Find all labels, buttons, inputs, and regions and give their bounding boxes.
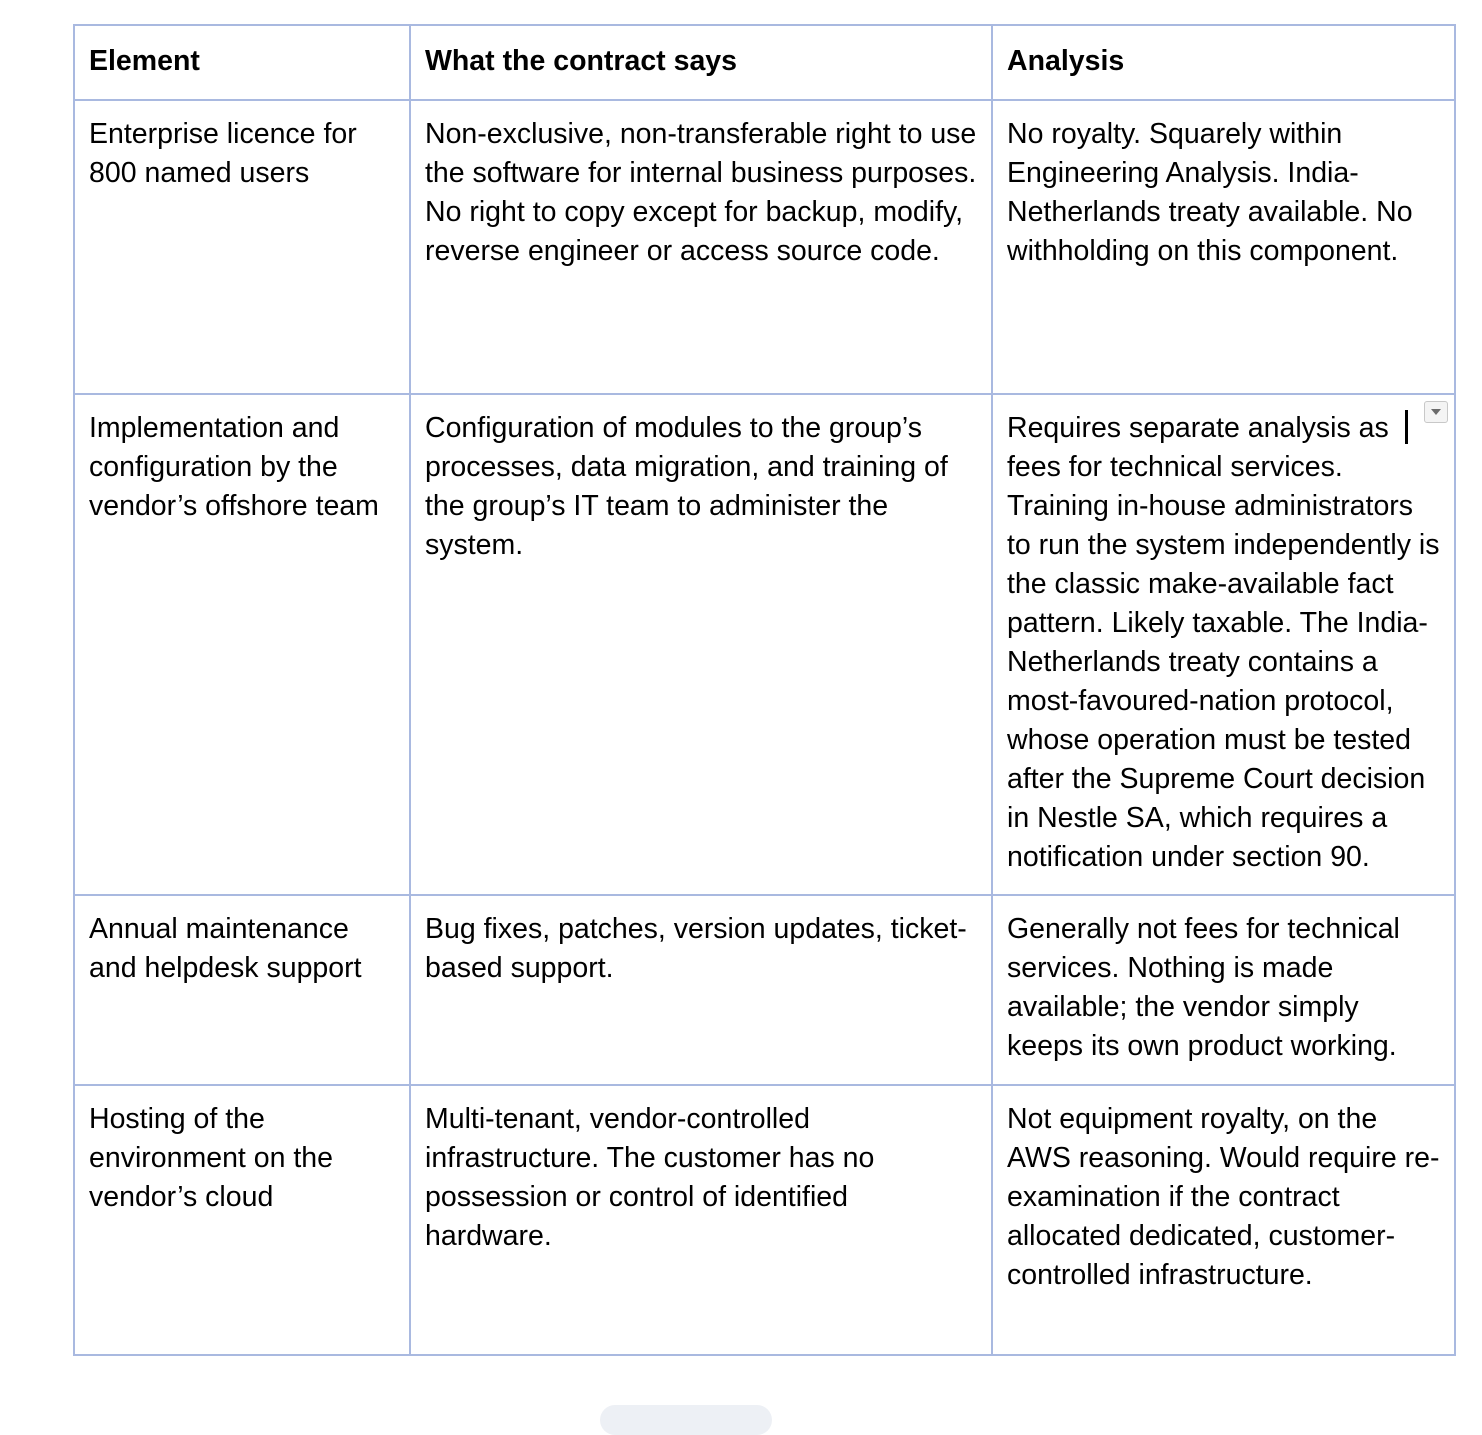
cell-element[interactable]: Hosting of the environment on the vendor’s cloud <box>74 1085 410 1355</box>
contract-analysis-table <box>73 24 1456 1356</box>
cell-element[interactable]: Annual maintenance and helpdesk support <box>74 895 410 1085</box>
table-row <box>74 1085 1455 1355</box>
cell-analysis[interactable]: Generally not fees for technical services. Nothing is made available; the vendor simply keeps its own product working. <box>992 895 1455 1085</box>
table-row <box>74 394 1455 895</box>
text-cursor <box>1405 410 1408 444</box>
cell-analysis-text: Requires separate analysis as fees for technical services. Training in-house administrators to run the system independently is the classic make-available fact pattern. Likely taxable. The India-Netherlands treaty contains a most-favoured-nation protocol, whose operation must be tested after the Supreme Court decision in Nestle SA, which requires a notification under section 90. <box>1007 412 1440 873</box>
chevron-down-icon[interactable] <box>1424 401 1448 423</box>
table-row <box>74 100 1455 394</box>
active-cell-content <box>1007 409 1440 877</box>
header-analysis[interactable]: Analysis <box>992 25 1455 100</box>
cell-analysis[interactable]: No royalty. Squarely within Engineering Analysis. India-Netherlands treaty available. No withholding on this component. <box>992 100 1455 394</box>
bottom-toolbar-pill[interactable] <box>600 1405 772 1435</box>
header-contract[interactable]: What the contract says <box>410 25 992 100</box>
cell-contract[interactable]: Non-exclusive, non-transferable right to use the software for internal business purposes. No right to copy except for backup, modify, reverse engineer or access source code. <box>410 100 992 394</box>
cell-contract[interactable]: Multi-tenant, vendor-controlled infrastructure. The customer has no possession or control of identified hardware. <box>410 1085 992 1355</box>
cell-element[interactable]: Enterprise licence for 800 named users <box>74 100 410 394</box>
cell-contract[interactable]: Configuration of modules to the group’s processes, data migration, and training of the group’s IT team to administer the system. <box>410 394 992 895</box>
cell-element[interactable]: Implementation and configuration by the vendor’s offshore team <box>74 394 410 895</box>
cell-analysis[interactable]: Not equipment royalty, on the AWS reasoning. Would require re-examination if the contract allocated dedicated, customer-controlled infrastructure. <box>992 1085 1455 1355</box>
table-header-row <box>74 25 1455 100</box>
cell-contract[interactable]: Bug fixes, patches, version updates, ticket-based support. <box>410 895 992 1085</box>
cell-analysis-active[interactable] <box>992 394 1455 895</box>
header-element[interactable]: Element <box>74 25 410 100</box>
table-row <box>74 895 1455 1085</box>
